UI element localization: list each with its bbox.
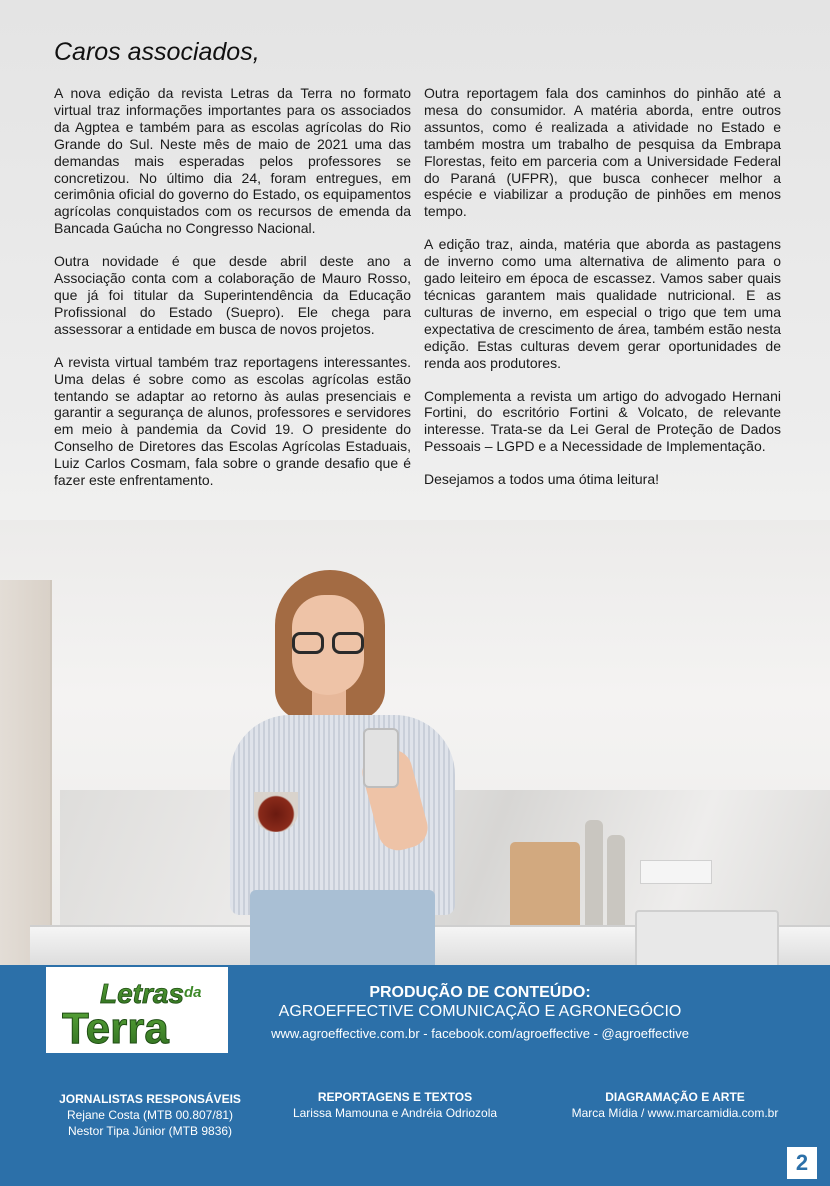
wall-socket — [640, 860, 712, 884]
journalists-credit — [40, 1091, 260, 1139]
kitchen-photo — [0, 520, 830, 965]
bottle — [607, 835, 625, 930]
production-links: www.agroeffective.com.br - facebook.com/agroeffective - @agroeffective — [271, 1026, 689, 1041]
tea-cup — [254, 792, 298, 832]
page-number: 2 — [787, 1147, 817, 1179]
journalist-name: Nestor Tipa Júnior (MTB 9836) — [67, 1124, 233, 1138]
reports-credit — [290, 1089, 500, 1121]
production-company: AGROEFFECTIVE COMUNICAÇÃO E AGRONEGÓCIO — [278, 1003, 682, 1020]
design-title: DIAGRAMAÇÃO E ARTE — [605, 1090, 745, 1104]
paragraph: Desejamos a todos uma ótima leitura! — [424, 471, 659, 488]
laptop — [635, 910, 779, 965]
cutting-board — [510, 842, 580, 934]
paragraph: A revista virtual também traz reportagens interessantes. Uma delas é sobre como as escolas agrícolas estão tentando se adaptar ao retorno às aulas presenciais e garantir a segurança de alunos, professores e servidores em meio à pandemia da Covid 19. O presidente do Conselho de Diretores das Escolas Agrícolas Estaduais, Luiz Carlos Cosmam, fala sobre o grande desafio que é fazer este enfrentamento. — [54, 353, 411, 489]
design-names: Marca Mídia / www.marcamidia.com.br — [571, 1106, 779, 1120]
jeans — [250, 890, 435, 965]
journalists-title: JORNALISTAS RESPONSÁVEIS — [59, 1092, 241, 1106]
reports-names: Larissa Mamouna e Andréia Odriozola — [292, 1106, 498, 1120]
glasses — [290, 632, 366, 654]
journalist-name: Rejane Costa (MTB 00.807/81) — [66, 1108, 234, 1122]
right-text-column — [424, 85, 781, 504]
logo-da: da — [184, 984, 202, 1001]
paragraph: A edição traz, ainda, matéria que aborda as pastagens de inverno como uma alternativa de alimento para o gado leiteiro em época de escassez. Vamos saber quais técnicas garantem mais qualidade nutricional. E as culturas de inverno, em especial o trigo que tem uma expectativa de crescimento de área, também estão nesta edição. Estas culturas devem gerar oportunidades de renda aos produtores. — [424, 236, 781, 371]
logo-terra: Terra — [62, 1004, 169, 1047]
letras-da-terra-logo — [46, 967, 228, 1053]
footer — [0, 965, 830, 1186]
production-title: PRODUÇÃO DE CONTEÚDO: — [369, 984, 591, 1001]
left-text-column — [54, 85, 411, 505]
page-heading: Caros associados, — [54, 38, 260, 66]
woman-figure — [220, 560, 470, 965]
logo-letras: Letras — [100, 978, 185, 1009]
bottle — [585, 820, 603, 930]
paragraph: Outra reportagem fala dos caminhos do pinhão até a mesa do consumidor. A matéria aborda, entre outros assuntos, como é realizada a atividade no Estado e também mostra um trabalho de pesquisa da Embrapa Florestas, feito em parceria com a Universidade Federal do Paraná (UFPR), que busca conhecer melhor a espécie e viabilizar a produção de pinhões em menos tempo. — [424, 85, 781, 220]
paragraph: Outra novidade é que desde abril deste ano a Associação conta com a colaboração de Mauro Rosso, que já foi titular da Superintendência da Educação Profissional do Estado (Suepro). Ele chega para assessorar a entidade em busca de novos projetos. — [54, 253, 411, 337]
reports-title: REPORTAGENS E TEXTOS — [317, 1090, 473, 1104]
door — [0, 580, 52, 965]
logo-image — [56, 973, 218, 1047]
design-credit — [560, 1089, 790, 1121]
paragraph: A nova edição da revista Letras da Terra no formato virtual traz informações importantes para os associados da Agptea e também para as escolas agrícolas do Rio Grande do Sul. Neste mês de maio de 2021 uma das demandas mais esperadas pelos professores se concretizou. No último dia 24, foram entregues, em cerimônia oficial do governo do Estado, os equipamentos agrícolas conquistados com os recursos de emenda da Bancada Gaúcha no Congresso Nacional. — [54, 85, 411, 237]
smartphone — [363, 728, 399, 788]
paragraph: Complementa a revista um artigo do advogado Hernani Fortini, do escritório Fortini & Volcato, de relevante interesse. Trata-se da Lei Geral de Proteção de Dados Pessoais – LGPD e a Necessidade de Implementação. — [424, 387, 781, 455]
